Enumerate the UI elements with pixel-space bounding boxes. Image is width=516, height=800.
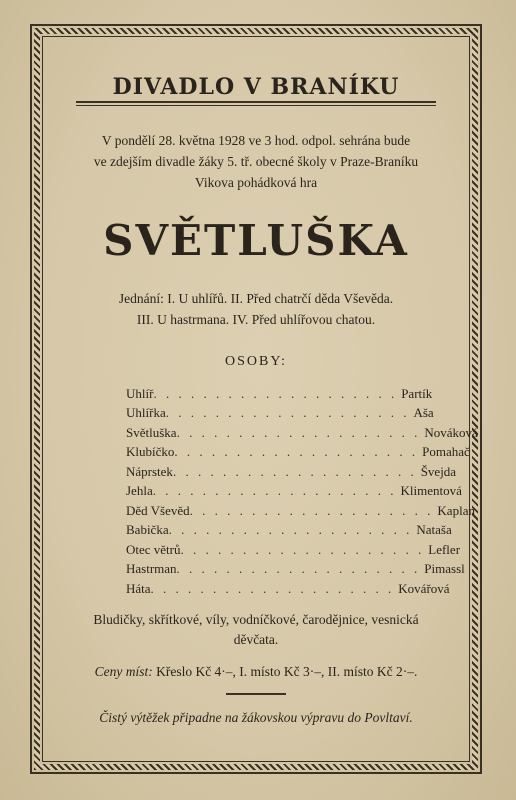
cast-leader-dots: . . . . . . . . . . . . . . . . . . . . — [180, 541, 425, 557]
cast-row — [126, 443, 470, 463]
cast-leader-dots: . . . . . . . . . . . . . . . . . . . . — [150, 580, 395, 596]
cast-actor: Nováková — [424, 424, 478, 440]
cast-row — [126, 462, 457, 482]
play-title: SVĚTLUŠKA — [103, 216, 409, 265]
cast-role: Náprstek — [126, 463, 173, 479]
cast-leader-dots: . . . . . . . . . . . . . . . . . . . . — [152, 483, 397, 499]
footer-note: Čistý výtěžek připadne na žákovskou výpravu do Povltaví. — [99, 710, 413, 725]
prices-values: Křeslo Kč 4·–, I. místo Kč 3·–, II. místo Kč 2·–. — [152, 664, 418, 679]
intro-line: ve zdejším divadle žáky 5. tř. obecné školy v Praze-Braníku — [93, 154, 419, 169]
cast-actor: Klimentová — [400, 483, 462, 499]
cast-actor: Kovářová — [398, 580, 450, 596]
intro-text — [52, 130, 460, 193]
cast-row — [126, 501, 475, 521]
cast-row — [126, 560, 465, 580]
prices-label: Ceny míst: — [94, 664, 153, 679]
cast-role: Otec větrů — [126, 541, 181, 557]
cast-role: Jehla — [126, 483, 153, 499]
cast-row — [126, 540, 461, 560]
intro-line: V pondělí 28. května 1928 ve 3 hod. odpol. sehrána bude — [101, 133, 411, 148]
acts-text — [44, 288, 468, 330]
divider-rule — [226, 693, 286, 695]
cast-role: Světluška — [126, 424, 177, 440]
cast-role: Háta — [126, 580, 151, 596]
cast-actor: Nataša — [416, 522, 452, 538]
cast-leader-dots: . . . . . . . . . . . . . . . . . . . . — [153, 385, 398, 401]
cast-role: Hastrman — [126, 561, 177, 577]
cast-leader-dots: . . . . . . . . . . . . . . . . . . . . — [165, 405, 410, 421]
acts-line: III. U hastrmana. IV. Před uhlířovou chatou. — [136, 312, 376, 327]
cast-row — [126, 521, 452, 541]
cast-actor: Pimassl — [424, 561, 465, 577]
cast-leader-dots: . . . . . . . . . . . . . . . . . . . . — [189, 502, 434, 518]
extras-text — [60, 610, 452, 650]
acts-line: Jednání: I. U uhlířů. II. Před chatrčí děda Vševěda. — [118, 291, 394, 306]
cast-leader-dots: . . . . . . . . . . . . . . . . . . . . — [168, 522, 413, 538]
cast-heading: OSOBY: — [224, 354, 288, 369]
cast-actor: Aša — [413, 405, 434, 421]
cast-leader-dots: . . . . . . . . . . . . . . . . . . . . — [176, 424, 421, 440]
prices-text — [44, 664, 468, 680]
cast-leader-dots: . . . . . . . . . . . . . . . . . . . . — [174, 444, 419, 460]
title-rule — [76, 101, 436, 103]
poster-content — [44, 38, 478, 760]
cast-row — [126, 482, 462, 502]
cast-leader-dots: . . . . . . . . . . . . . . . . . . . . — [172, 463, 417, 479]
cast-row — [126, 423, 478, 443]
cast-role: Babička — [126, 522, 169, 538]
intro-line: Vikova pohádková hra — [194, 175, 318, 190]
cast-actor: Lefler — [428, 541, 461, 557]
cast-row — [126, 404, 434, 424]
poster-title: DIVADLO V BRANÍKU — [112, 74, 400, 100]
cast-role: Uhlíř — [126, 385, 154, 401]
cast-actor: Pomahač — [422, 444, 470, 460]
cast-row — [126, 384, 433, 404]
cast-role: Uhlířka — [126, 405, 166, 421]
cast-role: Klubíčko — [126, 444, 175, 460]
title-rule-thin — [76, 105, 436, 106]
extras-line: děvčata. — [233, 632, 279, 647]
cast-leader-dots: . . . . . . . . . . . . . . . . . . . . — [176, 561, 421, 577]
cast-actor: Kaplan — [437, 502, 475, 518]
cast-row — [126, 579, 450, 599]
cast-list — [126, 384, 478, 599]
cast-actor: Partík — [401, 385, 433, 401]
cast-actor: Švejda — [420, 463, 457, 479]
extras-line: Bludičky, skřítkové, víly, vodníčkové, čarodějnice, vesnická — [93, 612, 419, 627]
cast-role: Děd Vševěd — [126, 502, 190, 518]
